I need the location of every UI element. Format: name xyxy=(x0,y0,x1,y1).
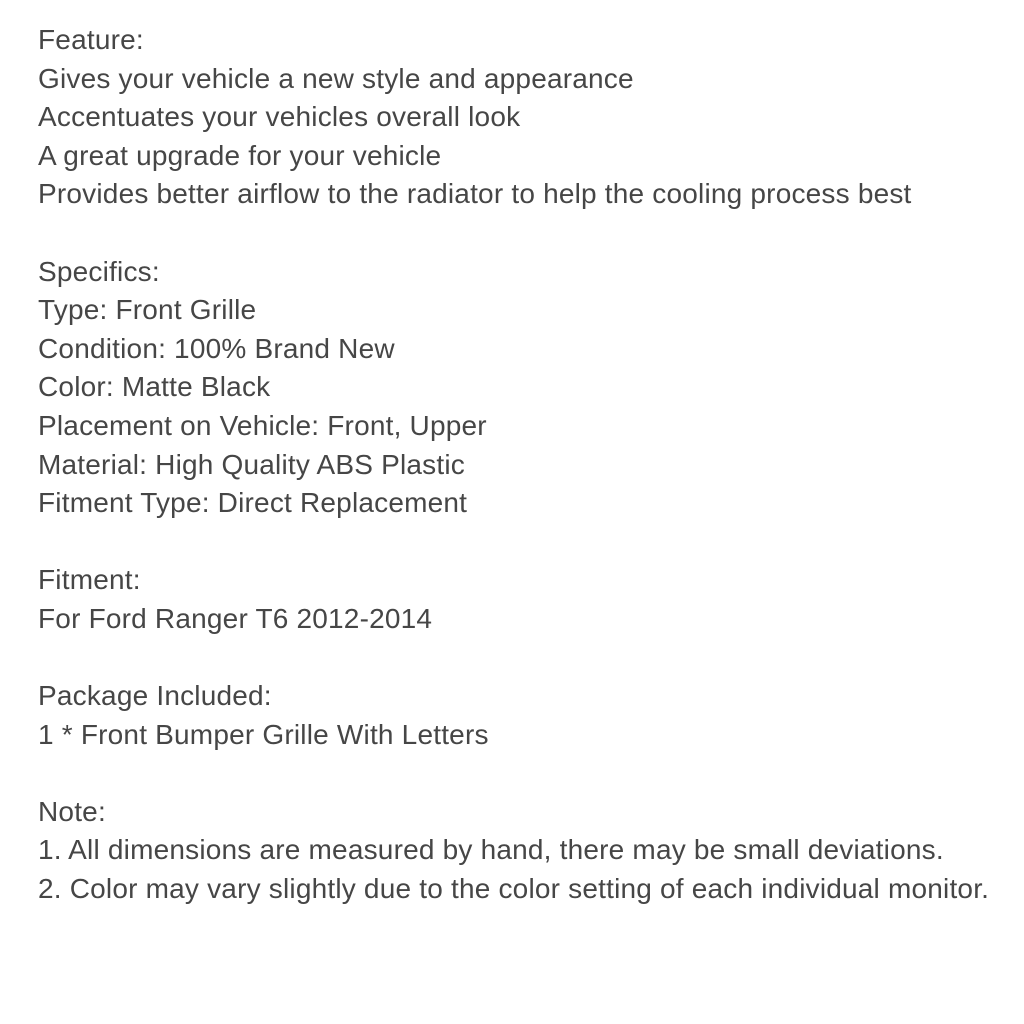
specifics-heading: Specifics: xyxy=(38,255,160,287)
section-feature xyxy=(38,21,1004,214)
specifics-line-condition: Condition: 100% Brand New xyxy=(38,332,395,364)
package-line: 1 * Front Bumper Grille With Letters xyxy=(38,718,489,750)
feature-heading: Feature: xyxy=(38,24,144,55)
section-note xyxy=(38,793,1004,909)
note-heading: Note: xyxy=(38,795,106,827)
specifics-line-material: Material: High Quality ABS Plastic xyxy=(38,448,465,480)
specifics-line-color: Color: Matte Black xyxy=(38,371,271,403)
feature-line: A great upgrade for your vehicle xyxy=(38,139,442,171)
note-line-1: 1. All dimensions are measured by hand, there may be small deviations. xyxy=(38,834,944,866)
package-heading: Package Included: xyxy=(38,680,272,712)
section-specifics xyxy=(38,253,1004,523)
specifics-line-placement: Placement on Vehicle: Front, Upper xyxy=(38,409,487,441)
note-line-2: 2. Color may vary slightly due to the color setting of each individual monitor. xyxy=(38,873,990,905)
specifics-line-type: Type: Front Grille xyxy=(38,294,257,326)
fitment-heading: Fitment: xyxy=(38,564,141,596)
feature-line: Accentuates your vehicles overall look xyxy=(38,101,521,133)
feature-line: Provides better airflow to the radiator to help the cooling process best xyxy=(38,178,912,210)
feature-line: Gives your vehicle a new style and appearance xyxy=(38,62,634,94)
section-fitment xyxy=(38,561,1004,638)
specifics-line-fitment-type: Fitment Type: Direct Replacement xyxy=(38,487,468,519)
fitment-line: For Ford Ranger T6 2012-2014 xyxy=(38,602,433,634)
section-package xyxy=(38,677,1004,754)
